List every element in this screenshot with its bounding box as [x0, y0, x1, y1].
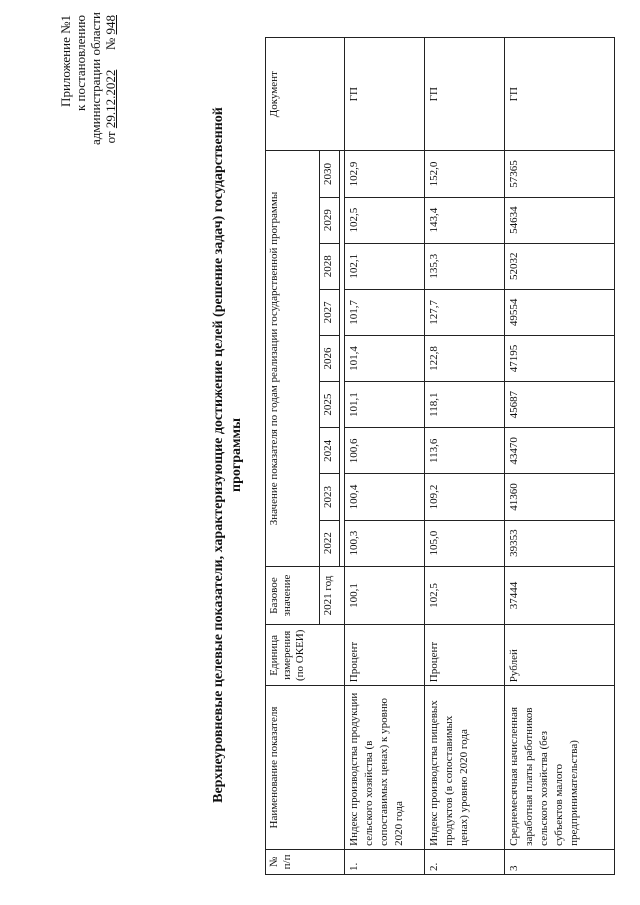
row-value: 101,7 [345, 289, 425, 335]
row-value: 43470 [505, 428, 615, 474]
row-value: 152,0 [425, 151, 505, 197]
row-value: 39353 [505, 520, 615, 566]
row-value: 101,1 [345, 382, 425, 428]
number-prefix: № [103, 37, 118, 51]
appendix-line-3: администрации области [88, 12, 103, 145]
row-value: 102,1 [345, 243, 425, 289]
header-base-year: 2021 год [320, 566, 345, 625]
row-unit: Процент [345, 625, 425, 686]
header-year: 2027 [320, 289, 340, 335]
row-value: 41360 [505, 474, 615, 520]
row-value: 47195 [505, 335, 615, 381]
header-year: 2028 [320, 243, 340, 289]
row-value: 102,5 [345, 197, 425, 243]
header-document: Документ [266, 38, 345, 151]
row-unit: Процент [425, 625, 505, 686]
row-value: 109,2 [425, 474, 505, 520]
row-value: 100,6 [345, 428, 425, 474]
row-num: 2. [425, 849, 505, 874]
appendix-line-1: Приложение №1 [58, 15, 73, 107]
row-value: 45687 [505, 382, 615, 428]
header-year: 2026 [320, 335, 340, 381]
document-date: 29.12.2022 [103, 69, 118, 129]
row-value: 127,7 [425, 289, 505, 335]
header-year: 2025 [320, 382, 340, 428]
row-document: ГП [425, 38, 505, 151]
table-row [505, 38, 615, 875]
appendix-line-2: к постановлению [73, 15, 88, 112]
table-row [345, 38, 425, 875]
row-value: 135,3 [425, 243, 505, 289]
row-value: 100,3 [345, 520, 425, 566]
header-name: Наименование показателя [266, 686, 345, 850]
header-year: 2029 [320, 197, 340, 243]
indicators-table [265, 37, 615, 875]
row-name: Индекс производства пищевых продуктов (в сопоставимых ценах) уровню 2020 года [425, 686, 505, 850]
row-value: 102,9 [345, 151, 425, 197]
document-title: Верхнеуровневые целевые показатели, характеризующие достижение целей (решение задач) государственной программы [211, 107, 244, 803]
row-value: 143,4 [425, 197, 505, 243]
row-value: 118,1 [425, 382, 505, 428]
row-num: 3 [505, 849, 615, 874]
document-number: 948 [103, 15, 118, 35]
row-document: ГП [505, 38, 615, 151]
row-base: 37444 [505, 566, 615, 625]
row-base: 100,1 [345, 566, 425, 625]
row-value: 100,4 [345, 474, 425, 520]
header-num: № п/п [266, 849, 345, 874]
header-base: Базовое значение [266, 566, 320, 625]
header-year: 2030 [320, 151, 340, 197]
row-name: Индекс производства продукции сельского хозяйства (в сопоставимых ценах) к уровню 2020 года [345, 686, 425, 850]
header-unit: Единица измерения (по ОКЕИ) [266, 625, 345, 686]
row-base: 102,5 [425, 566, 505, 625]
row-value: 113,6 [425, 428, 505, 474]
row-value: 54634 [505, 197, 615, 243]
header-year: 2024 [320, 428, 340, 474]
row-value: 57365 [505, 151, 615, 197]
appendix-header [58, 12, 118, 145]
header-values-group: Значение показателя по годам реализации государственной программы [266, 151, 320, 566]
date-prefix: от [103, 131, 118, 144]
row-num: 1. [345, 849, 425, 874]
table-row [425, 38, 505, 875]
row-document: ГП [345, 38, 425, 151]
row-value: 105,0 [425, 520, 505, 566]
row-name: Среднемесячная начисленная заработная платы работников сельского хозяйства (без субъектов малого предпринимательства) [505, 686, 615, 850]
row-value: 49554 [505, 289, 615, 335]
header-year: 2023 [320, 474, 340, 520]
header-year: 2022 [320, 520, 340, 566]
appendix-date-line [103, 15, 118, 145]
row-value: 101,4 [345, 335, 425, 381]
row-value: 52032 [505, 243, 615, 289]
row-unit: Рублей [505, 625, 615, 686]
row-value: 122,8 [425, 335, 505, 381]
